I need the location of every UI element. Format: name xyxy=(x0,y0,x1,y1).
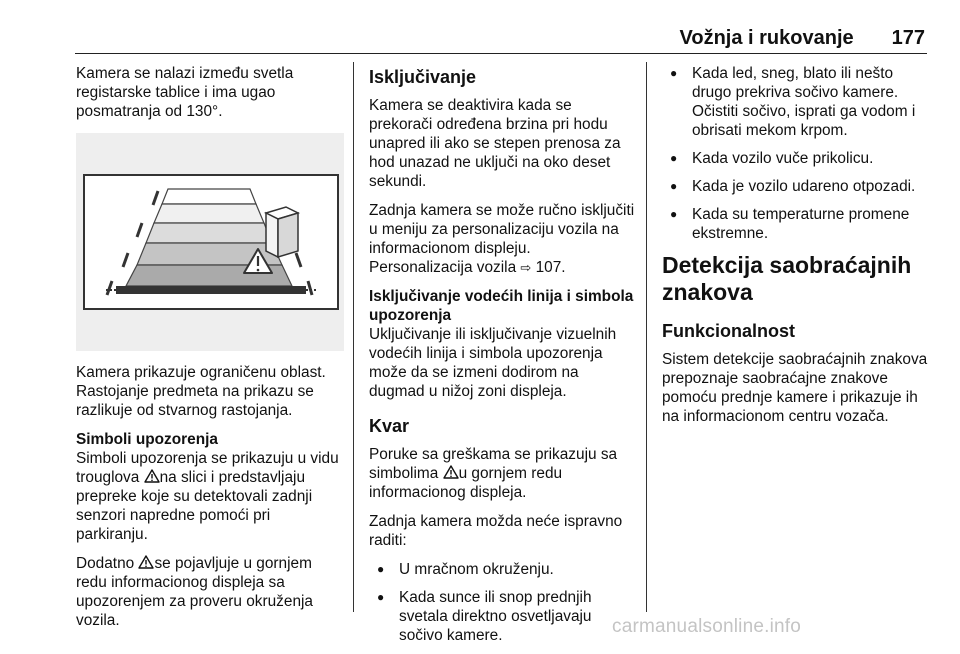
column-divider xyxy=(353,62,354,612)
guide-lines-heading: Isključivanje vodećih linija i simbola upozorenja xyxy=(369,288,634,324)
list-item: ● Kada vozilo vuče prikolicu. xyxy=(662,149,930,168)
page-ref-link[interactable]: 107 xyxy=(535,259,562,276)
warning-triangle-icon xyxy=(138,555,154,569)
deactivation-text: Kamera se deaktivira kada se prekorači određena brzina pri hodu unapred ili ako se stepen prenosa za hod unazad ne uključi na oko deset sekundi. xyxy=(369,97,621,190)
column-divider xyxy=(646,62,647,612)
warning-triangle-icon xyxy=(443,465,459,479)
traffic-sign-section-heading: Detekcija saobraćajnih znakova xyxy=(662,252,912,305)
text-segment: Dodatno xyxy=(76,555,139,572)
chapter-title: Vožnja i rukovanje xyxy=(679,27,854,49)
list-item: ● Kada sunce ili snop prednjih svetala direktno osvetljavaju sočivo kamere. xyxy=(369,588,637,645)
watermark: carmanualsonline.info xyxy=(612,616,802,637)
text-segment: . xyxy=(561,259,566,276)
list-item: ● Kada su temperaturne promene ekstremne. xyxy=(662,205,930,243)
warning-symbols-heading: Simboli upozorenja xyxy=(76,431,218,448)
fault-heading: Kvar xyxy=(369,416,410,436)
fault-list xyxy=(369,560,637,645)
text-segment: Zadnja kamera se može ručno isključiti u meniju za personalizaciju vozila na informacionom displeju. Personalizacija vozila xyxy=(369,202,635,276)
camera-view-figure xyxy=(76,133,344,351)
additional-warning-text xyxy=(76,554,344,630)
warning-triangle-icon xyxy=(144,469,160,483)
text-segment: Simboli upozorenja se prikazuju u vidu trouglova xyxy=(76,450,339,486)
column-right xyxy=(662,64,930,436)
fault-text xyxy=(369,445,637,502)
manual-off-text xyxy=(369,201,637,277)
text-segment: na slici i predstavljaju prepreke koje su detektovali zadnji senzori napredne pomoći pri parkiranju. xyxy=(76,469,313,543)
text-segment: Poruke sa greškama se prikazuju sa simbolima xyxy=(369,446,618,482)
fault-list-continued xyxy=(662,64,930,243)
functionality-text: Sistem detekcije saobraćajnih znakova prepoznaje saobraćajne znakove pomoću prednje kamere i prikazuje ih na informacionom centru vozača. xyxy=(662,351,928,425)
page-number: 177 xyxy=(891,27,925,49)
fault-list-intro: Zadnja kamera možda neće ispravno raditi: xyxy=(369,513,623,549)
deactivation-heading: Isključivanje xyxy=(369,67,477,87)
rear-camera-illustration xyxy=(76,133,344,351)
list-item: ● U mračnom okruženju. xyxy=(369,560,637,579)
guide-lines-text: Uključivanje ili isključivanje vizuelnih vodećih linija i simbola upozorenja može da se izmeni dodirom na dugmad u nižoj zoni displeja. xyxy=(369,326,617,400)
arrow-ref-icon: ⇨ xyxy=(520,260,532,275)
camera-limit-text: Kamera prikazuje ograničenu oblast. Rastojanje predmeta na prikazu se razlikuje od stvarnog rastojanja. xyxy=(76,364,326,419)
text-segment: se pojavljuje u gornjem redu informacionog displeja sa upozorenjem za proveru okruženja vozila. xyxy=(76,555,313,629)
column-middle xyxy=(369,64,637,654)
functionality-heading: Funkcionalnost xyxy=(662,321,796,341)
header-rule xyxy=(75,53,927,54)
camera-intro: Kamera se nalazi između svetla registarske tablice i ima ugao posmatranja od 130°. xyxy=(76,65,294,120)
list-item: ● Kada je vozilo udareno otpozadi. xyxy=(662,177,930,196)
column-left xyxy=(76,64,344,640)
list-item: ● Kada led, sneg, blato ili nešto drugo prekriva sočivo kamere. Očistiti sočivo, isprati ga vodom i obrisati mekom krpom. xyxy=(662,64,930,140)
warning-symbols-text xyxy=(76,449,344,544)
text-segment: u gornjem redu informacionog displeja. xyxy=(369,465,563,501)
